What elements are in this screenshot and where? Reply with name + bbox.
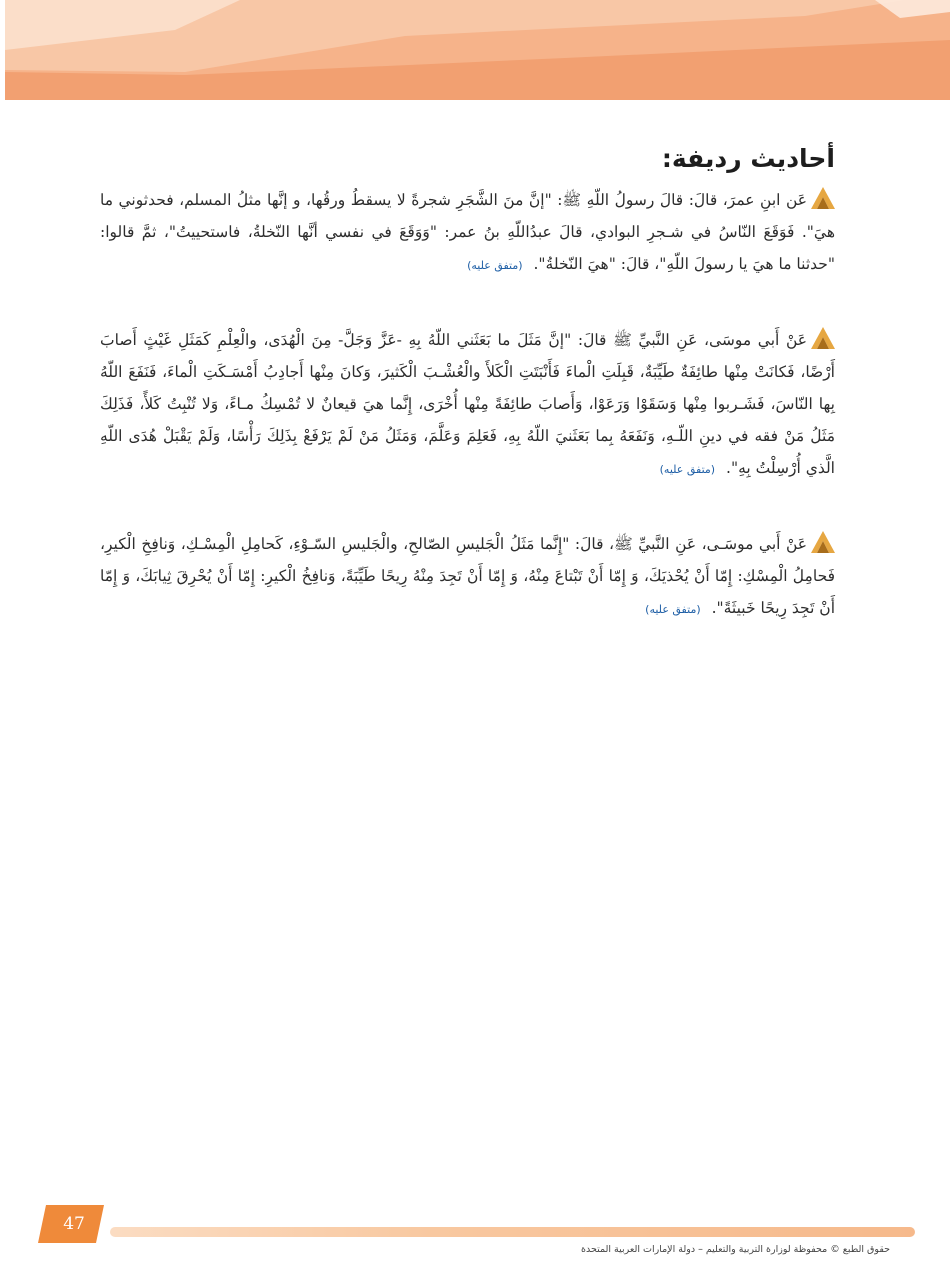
main-content [100, 138, 835, 626]
hadith-1-text: عَن ابنِ عمرَ، قالَ: قالَ رسولُ اللّهِ ﷺ: "إنَّ منَ الشَّجَرِ شجرةً لا يسقطُ ورقُها، و إنَّها مثلُ المسلم، فحدثوني ما هيَ". فَوَقَعَ النّاسُ في شـجرِ البوادي، قالَ عبدُاللّهِ بنُ عمر: "وَوَقَعَ في نفسي أنَّها النّخلةُ، فاستحييتُ"، ثمَّ قالوا: "حدثنا ما هيَ يا رسولَ اللّهِ"، قالَ: "هيَ النّخلةُ". [100, 191, 835, 273]
banner-shape [5, 0, 950, 100]
hadith-3-source: (متفق عليه) [645, 603, 701, 616]
hadith-3-text: عَنْ أَبي موسَـى، عَنِ النَّبيِّ ﷺ، قالَ: "إِنَّما مَثَلُ الْجَليسِ الصّالحِ، والْجَليسِ السّـوْءِ، كَحامِلِ الْمِسْـكِ، وَنافِخِ الْكيرِ، فَحامِلُ الْمِسْكِ: إِمّا أَنْ يُحْذيَكَ، وَ إِمّا أَنْ تَبْتاعَ مِنْهُ، وَ إِمّا أَنْ تَجِدَ مِنْهُ رِيحًا طَيِّبَةً، وَنافِخُ الْكيرِ: إِمّا أَنْ يُحْرِقَ ثِيابَكَ، وَ إِمّا أَنْ تَجِدَ رِيحًا خَبيثَةً". [100, 535, 835, 617]
hadith-2 [100, 324, 835, 486]
chevron-marker-icon [811, 187, 835, 209]
section-title: أحاديث رديفة: [661, 144, 835, 173]
hadith-2-source: (متفق عليه) [659, 463, 716, 476]
page-number: 47 [63, 1214, 85, 1234]
top-banner [5, 0, 950, 100]
footer-bar [110, 1227, 915, 1237]
copyright-notice: حقوق الطبع © محفوظة لوزارة التربية والتعليم – دولة الإمارات العربية المتحدة [581, 1244, 890, 1255]
chevron-marker-icon [811, 327, 835, 349]
hadith-2-text: عَنْ أَبي موسَى، عَنِ النَّبيِّ ﷺ قالَ: "إنَّ مَثَلَ ما بَعَثَني اللّهُ بِهِ -عَزَّ وَجَلَّ- مِنَ الْهُدَى، والْعِلْمِ كَمَثَلِ غَيْثٍ أَصابَ أَرْضًا، فَكانَتْ مِنْها طائِفَةٌ طَيِّبَةٌ، قَبِلَتِ الْماءَ فَأَنْبَتَتِ الْكَلأَ والْعُشْـبَ الْكَثيرَ، وَكانَ مِنْها أَجادِبُ أَمْسَـكَتِ الْماءَ، فَنَفَعَ اللّهُ بِها النّاسَ، فَشَـربوا مِنْها وَسَقَوْا وَرَعَوْا، وَأَصابَ طائِفَةً مِنْها أُخْرَى، إِنَّما هيَ قيعانٌ لا تُمْسِكُ مـاءً، وَلا تُنْبِتُ كَلأً، فَذَلِكَ مَثَلُ مَنْ فقه في دينِ اللّـهِ، وَنَفَعَهُ بِما بَعَثَنيَ اللّهُ بِهِ، فَعَلِمَ وَعَلَّمَ، وَمَثَلُ مَنْ لَمْ يَرْفَعْ بِذَلِكَ رَأْسًا، وَلَمْ يَقْبَلْ هُدَى اللّهِ الَّذي أُرْسِلْتُ بِهِ". [100, 331, 835, 477]
hadith-3 [100, 528, 835, 626]
hadith-1 [100, 184, 835, 282]
page-number-badge [38, 1205, 104, 1243]
hadith-1-source: (متفق عليه) [467, 259, 523, 272]
chevron-marker-icon [811, 531, 835, 553]
